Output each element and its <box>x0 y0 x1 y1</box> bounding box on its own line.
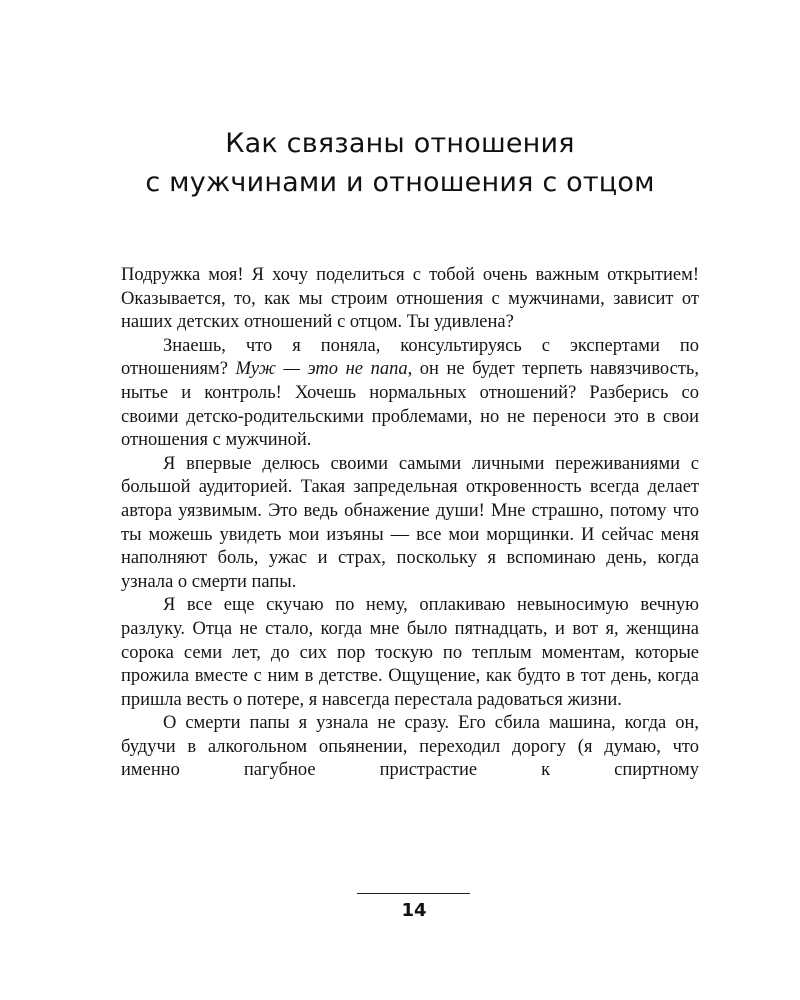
footer-rule <box>357 893 470 894</box>
chapter-title <box>100 124 700 202</box>
paragraph-2-emphasis: Муж — это не папа <box>235 359 408 380</box>
paragraph-3: Я впервые делюсь своими самыми личными переживаниями с большой аудиторией. Такая запредельная откровенность всегда делает автора уязвимым. Это ведь обнажение души! Мне страшно, потому что ты можешь увидеть мои изъяны — все мои морщинки. И сейчас меня наполняют боль, ужас и страх, поскольку я вспоминаю день, когда узнала о смерти папы. <box>121 453 699 592</box>
paragraph-4: Я все еще скучаю по нему, оплакиваю невыносимую вечную разлуку. Отца не стало, когда мне было пятнадцать, и вот я, женщина сорока семи лет, до сих пор тоскую по теплым моментам, которые прожила вместе с ним в детстве. Ощущение, как будто в тот день, когда пришла весть о потере, я навсегда перестала радоваться жизни. <box>121 595 699 710</box>
paragraph-2-end: , он не будет терпеть навязчивость, нытье и контроль! Хочешь нормальных отношений? Разберись со своими детско-родительскими проблемами, но не переноси это в свои отношения с мужчиной. <box>121 359 699 451</box>
chapter-title-line-1: Как связаны отношения <box>225 128 575 159</box>
page-number: 14 <box>401 900 427 921</box>
chapter-title-line-2: с мужчинами и отношения с отцом <box>145 167 655 198</box>
paragraph-1: Подружка моя! Я хочу поделиться с тобой очень важным открытием! Оказывается, то, как мы строим отношения с мужчинами, зависит от наших детских отношений с отцом. Ты удивлена? <box>121 265 699 333</box>
paragraph-2-start: Знаешь, что я поняла, консультируясь с экспертами по отношениям? <box>121 335 699 380</box>
paragraph-2 <box>121 335 699 453</box>
paragraph-5: О смерти папы я узнала не сразу. Его сбила машина, когда он, будучи в алкогольном опьянении, переходил дорогу (я думаю, что именно пагубное пристрастие к спиртному <box>121 713 699 781</box>
body-text <box>121 264 699 783</box>
